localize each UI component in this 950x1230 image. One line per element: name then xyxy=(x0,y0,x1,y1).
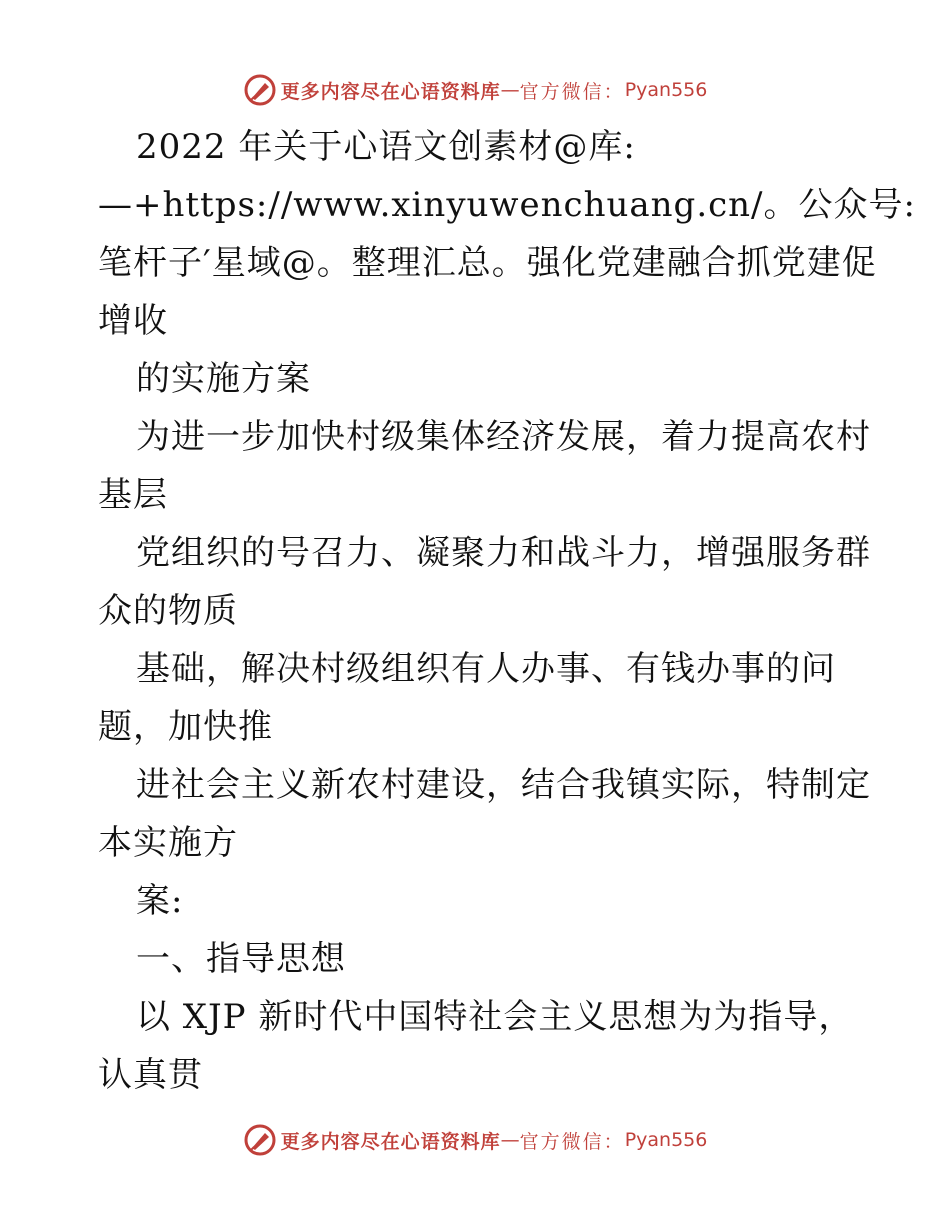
banner-wechat-label: 官方微信： xyxy=(519,1130,625,1153)
text-line: —+https://www.xinyuwenchuang.cn/。公众号: xyxy=(98,185,916,225)
text-line: 2022 年关于心语文创素材@库: xyxy=(136,127,636,167)
text-line: 的实施方案 xyxy=(136,359,311,399)
text-line: 题，加快推 xyxy=(98,707,273,747)
quill-logo-icon xyxy=(243,1123,277,1157)
text-line: 众的物质 xyxy=(98,591,238,631)
header-banner xyxy=(0,70,950,110)
text-line: 本实施方 xyxy=(98,823,238,863)
document-body xyxy=(98,118,916,1104)
text-line: 增收 xyxy=(98,301,168,341)
banner-brand-text: 更多内容尽在心语资料库 xyxy=(280,1130,501,1153)
section-heading: 一、指导思想 xyxy=(136,939,346,979)
banner-wechat-id: Pyan556 xyxy=(624,1129,708,1151)
banner-wechat-label: 官方微信： xyxy=(519,80,625,103)
banner-wechat-id: Pyan556 xyxy=(624,79,708,101)
text-line: 案: xyxy=(136,881,184,921)
banner-brand-text: 更多内容尽在心语资料库 xyxy=(280,80,501,103)
text-line: 基层 xyxy=(98,475,168,515)
text-line: 进社会主义新农村建设，结合我镇实际，特制定 xyxy=(136,765,871,805)
quill-logo-icon xyxy=(243,73,277,107)
text-line: 基础，解决村级组织有人办事、有钱办事的问 xyxy=(136,649,836,689)
text-line: 笔杆子′星域@。整理汇总。强化党建融合抓党建促 xyxy=(98,243,877,283)
banner-separator: — xyxy=(500,1129,520,1151)
text-line: 为进一步加快村级集体经济发展，着力提高农村 xyxy=(136,417,871,457)
text-line: 党组织的号召力、凝聚力和战斗力，增强服务群 xyxy=(136,533,871,573)
text-line: 以 XJP 新时代中国特社会主义思想为为指导， xyxy=(136,997,854,1037)
text-line: 认真贯 xyxy=(98,1055,203,1095)
footer-banner xyxy=(0,1120,950,1160)
banner-separator: — xyxy=(500,79,520,101)
